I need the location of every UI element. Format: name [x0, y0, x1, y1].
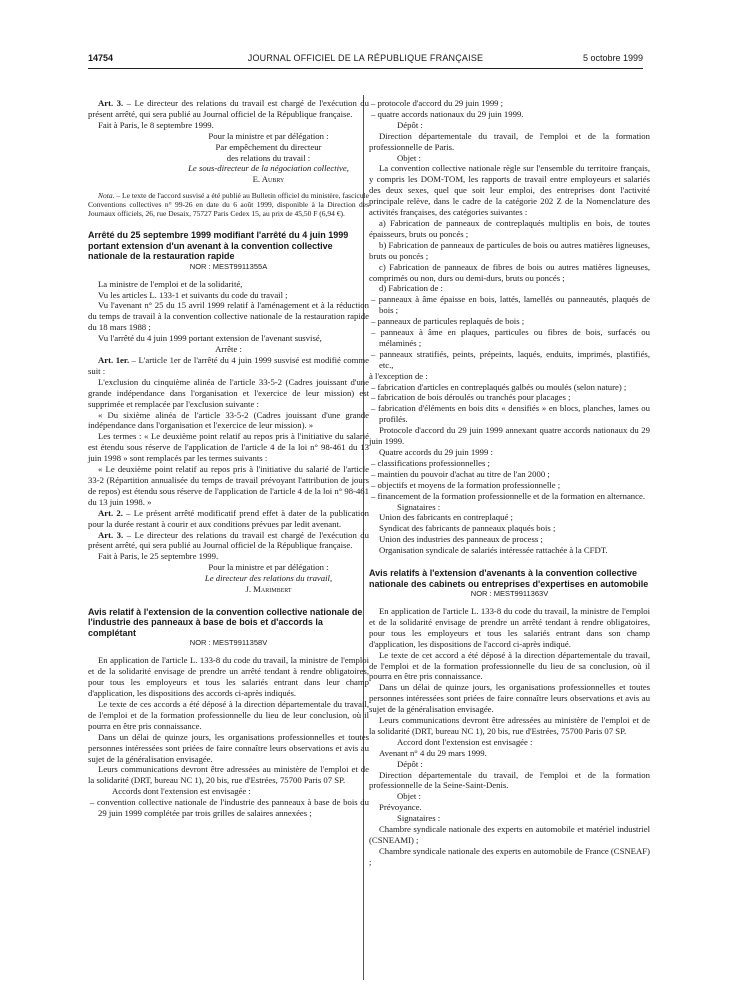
nota: Nota. – Le texte de l'accord susvisé a été publié au Bulletin officiel du ministère, fascicule Conventions collectives n° 99-26 en date du 6 août 1999, disponible à la Direction des Journaux officiels, 26, rue Desaix, 75727 Paris Cedex 15, au prix de 45,50 F (6,94 €).: [88, 191, 369, 219]
signature-block-1: Pour la ministre et par délégation : Par empêchement du directeur des relations du travail : Le sous-directeur de la négociation collective, E. Aubry: [168, 131, 369, 186]
signataires-heading: Signataires :: [397, 813, 441, 824]
objet-heading: Objet :: [397, 152, 421, 163]
header-rule: [88, 68, 643, 69]
issue-date: 5 octobre 1999: [582, 53, 643, 63]
page-number: 14754: [88, 53, 114, 63]
depot-heading: Dépôt :: [397, 758, 423, 769]
nor-reference: NOR : MEST9911363V: [470, 589, 549, 599]
section-title-arrete: Arrêté du 25 septembre 1999 modifiant l'arrêté du 4 juin 1999 portant extension d'un avenant à la convention collective nationale de la restauration rapide: [88, 230, 349, 262]
signataires-heading: Signataires :: [397, 501, 441, 512]
left-column: Art. 3. – Le directeur des relations du travail est chargé de l'exécution du présent arrêté, qui sera publié au Journal officiel de la République française. Fait à Paris, le 8 septembre 1999. Pour la ministre et par délégation : Par empêchement du directeur des relations du travail : Le sous-directeur de la négociation collective, E. Aubry Nota. – Le texte de l'accord susvisé a été publié au Bulletin officiel du ministère, fascicule Conventions collectives n° 99-26 en date du 6 août 1999, disponible à la Direction des Journaux officiels, 26, rue Desaix, 75727 Paris Cedex 15, au prix de 45,50 F (6,94 €). Arrêté du 25 septembre 1999 modifiant l'arrêté du 4 juin 1999 portant extension d'un avenant à la convention collective nationale de la restauration rapide NOR : MESТ9911355A La ministre de l'emploi et de la solidarité, Vu les articles L. 133-1 et suivants du code du travail ; Vu l'avenant n° 25 du 15 avril 1999 relatif à l'aménagement et à la réduction du temps de travail à la convention collective nationale de la restauration rapide du 18 mars 1988 ; Vu l'arrêté du 4 juin 1999 portant extension de l'avenant susvisé, Arrête : Art. 1er. – L'article 1er de l'arrêté du 4 juin 1999 susvisé est modifié comme suit : L'exclusion du cinquième alinéa de l'article 33-5-2 (Cadres jouissant d'une grande indépendance dans l'organisation et l'exercice de leur mission) est supprimée et remplacée par l'exclusion suivante : « Du sixième alinéa de l'article 33-5-2 (Cadres jouissant d'une grande indépendance dans l'organisation et l'exercice de leur mission). » Les termes : « Le deuxième point relatif au repos pris à l'initiative du salarié est étendu sous réserve de l'application de l'article 4 de la loi n° 98-461 du 13 juin 1998 » sont remplacés par les termes suivants : « Le deuxième point relatif au repos pris à l'initiative du salarié de l'article 33-2 (Répartition annualisée du temps de travail prévoyant l'attribution de jours de repos) est étendu sous réserve de l'application de l'article 4 de la loi n° 98-461 du 13 juin 1998. » Art. 2. – Le présent arrêté modificatif prend effet à dater de la publication pour la durée restant à courir et aux conditions prévues par ledit avenant. Art. 3. – Le directeur des relations du travail est chargé de l'exécution du présent arrêté, qui sera publié au Journal officiel de la République française. Fait à Paris, le 25 septembre 1999. Pour la ministre et par délégation : Le directeur des relations du travail, J. Marimbert Avis relatif à l'extension de la convention collective nationale de l'industrie des panneaux à base de bois et d'accords la complétant NOR : MEST9911358V En application de l'article L. 133-8 du code du travail, la ministre de l'emploi et de la solidarité envisage de prendre un arrêté tendant à rendre obligatoires, pour tous les employeurs et tous les salariés entrant dans leur champ d'application, les dispositions des accords ci-après indiqués. Le texte de ces accords a été déposé à la direction départementale du travail, de l'emploi et de la formation professionnelle du lieu de leur conclusion, où il pourra en être pris connaissance. Dans un délai de quinze jours, les organisations professionnelles et toutes personnes intéressées sont priées de faire connaître leurs observations et avis au sujet de la généralisation envisagée. Leurs communications devront être adressées au ministère de l'emploi et de la solidarité (DRT, bureau NC 1), 20 bis, rue d'Estrées, 75700 Paris 07 SP. Accords dont l'extension est envisagée : – convention collective nationale de l'industrie des panneaux à base de bois du 29 juin 1999 complétée par trois grilles de salaires annexées ;: [88, 98, 370, 819]
article-1: Art. 1er. – L'article 1er de l'arrêté du 4 juin 1999 susvisé est modifié comme suit :: [88, 355, 369, 376]
arrete-heading: Arrête :: [215, 344, 242, 355]
article-2: Art. 2. – Le présent arrêté modificatif prend effet à dater de la publication pour la durée restant à courir et aux conditions prévues par ledit avenant.: [88, 507, 370, 529]
section-title-avis-panneaux: Avis relatif à l'extension de la convention collective nationale de l'industrie des panneaux à base de bois et d'accords la complétant: [88, 606, 363, 638]
signature-block-2: Pour la ministre et par délégation : Le directeur des relations du travail, J. Marimbert: [168, 562, 369, 595]
depot-heading: Dépôt :: [397, 119, 423, 130]
fait-date-1: Fait à Paris, le 8 septembre 1999.: [98, 119, 214, 130]
section-title-avis-automobile: Avis relatifs à l'extension d'avenants à la convention collective nationale des cabinets ou entreprises d'expertises en automobile: [369, 568, 649, 589]
article-3-first: Art. 3. – Le directeur des relations du travail est chargé de l'exécution du présent arrêté, qui sera publié au Journal officiel de la République française.: [88, 98, 369, 119]
journal-title: JOURNAL OFFICIEL DE LA RÉPUBLIQUE FRANÇAISE: [247, 53, 484, 63]
right-column: – protocole d'accord du 29 juin 1999 ; – quatre accords nationaux du 29 juin 1999. Dépôt : Direction départementale du travail, de l'emploi et de la formation professionnelle de Paris. Objet : La convention collective nationale règle sur l'ensemble du territoire français, y compris les DOM-TOM, les rapports de travail entre employeurs et salariés des deux sexes, quel que soit leur emploi, des entreprises dont l'activité principale relève, dans le cadre de la catégorie 202 Z de la Nomenclature des activités françaises, des catégories suivantes : a) Fabrication de panneaux de contreplaqués multiplis en bois, de toutes épaisseurs, bruts ou poncés ; b) Fabrication de panneaux de particules de bois ou autres matières ligneuses, bruts ou poncés ; c) Fabrication de panneaux de fibres de bois ou autres matières ligneuses, comprimés ou non, durs ou demi-durs, bruts ou poncés ; d) Fabrication de : – panneaux à âme épaisse en bois, lattés, lamellés ou panneautés, plaqués de bois ; – panneaux de particules replaqués de bois ; – panneaux à âme en plaques, particules ou fibres de bois, surfacés ou mélaminés ; – panneaux stratifiés, peints, prépeints, laqués, enduits, imprimés, plastifiés, etc., à l'exception de : – fabrication d'articles en contreplaqués galbés ou moulés (selon nature) ; – fabrication de bois déroulés ou tranchés pour placages ; – fabrication d'éléments en bois dits « densifiés » en blocs, planches, lames ou profilés. Protocole d'accord du 29 juin 1999 annexant quatre accords nationaux du 29 juin 1999. Quatre accords du 29 juin 1999 : – classifications professionnelles ; – maintien du pouvoir d'achat au titre de l'an 2000 ; – objectifs et moyens de la formation professionnelle ; – financement de la formation professionnelle et de la formation en alternance. Signataires : Union des fabricants en contreplaqué ; Syndicat des fabricants de panneaux plaqués bois ; Union des industries des panneaux de process ; Organisation syndicale de salariés intéressée rattachée à la CFDT. Avis relatifs à l'extension d'avenants à la convention collective nationale des cabinets ou entreprises d'expertises en automobile NOR : MEST9911363V En application de l'article L. 133-8 du code du travail, la ministre de l'emploi et de la solidarité envisage de prendre un arrêté tendant à rendre obligatoires, pour tous les employeurs et tous les salariés entrant dans son champ d'application, les dispositions de l'accord ci-après indiqué. Le texte de cet accord a été déposé à la direction départementale du travail, de l'emploi et de la formation professionnelle du lieu de sa conclusion, où il pourra en être pris connaissance. Dans un délai de quinze jours, les organisations professionnelles et toutes personnes intéressées sont priées de faire connaître leurs observations et avis au sujet de la généralisation envisagée. Leurs communications devront être adressées au ministère de l'emploi et de la solidarité (DRT, bureau NC 1), 20 bis, rue d'Estrées, 75700 Paris 07 SP. Accord dont l'extension est envisagée : Avenant n° 4 du 29 mars 1999. Dépôt : Direction départementale du travail, de l'emploi et de la formation professionnelle de la Seine-Saint-Denis. Objet : Prévoyance. Signataires : Chambre syndicale nationale des experts en automobile et matériel industriel (CSNEAMI) ; Chambre syndicale nationale des experts en automobile de France (CSNEAF) ;: [369, 98, 650, 867]
signatory-name: E. Aubry: [252, 174, 285, 185]
fait-date-2: Fait à Paris, le 25 septembre 1999.: [98, 551, 219, 562]
nor-reference: NOR : MEST9911358V: [189, 638, 268, 648]
page-header: [88, 53, 643, 69]
objet-heading: Objet :: [397, 791, 421, 802]
signatory-name: J. Marimbert: [245, 584, 292, 595]
nor-reference: NOR : MESТ9911355A: [189, 261, 268, 271]
article-3-second: Art. 3. – Le directeur des relations du travail est chargé de l'exécution du présent arrêté, qui sera publié au Journal officiel de la République française.: [88, 529, 369, 551]
